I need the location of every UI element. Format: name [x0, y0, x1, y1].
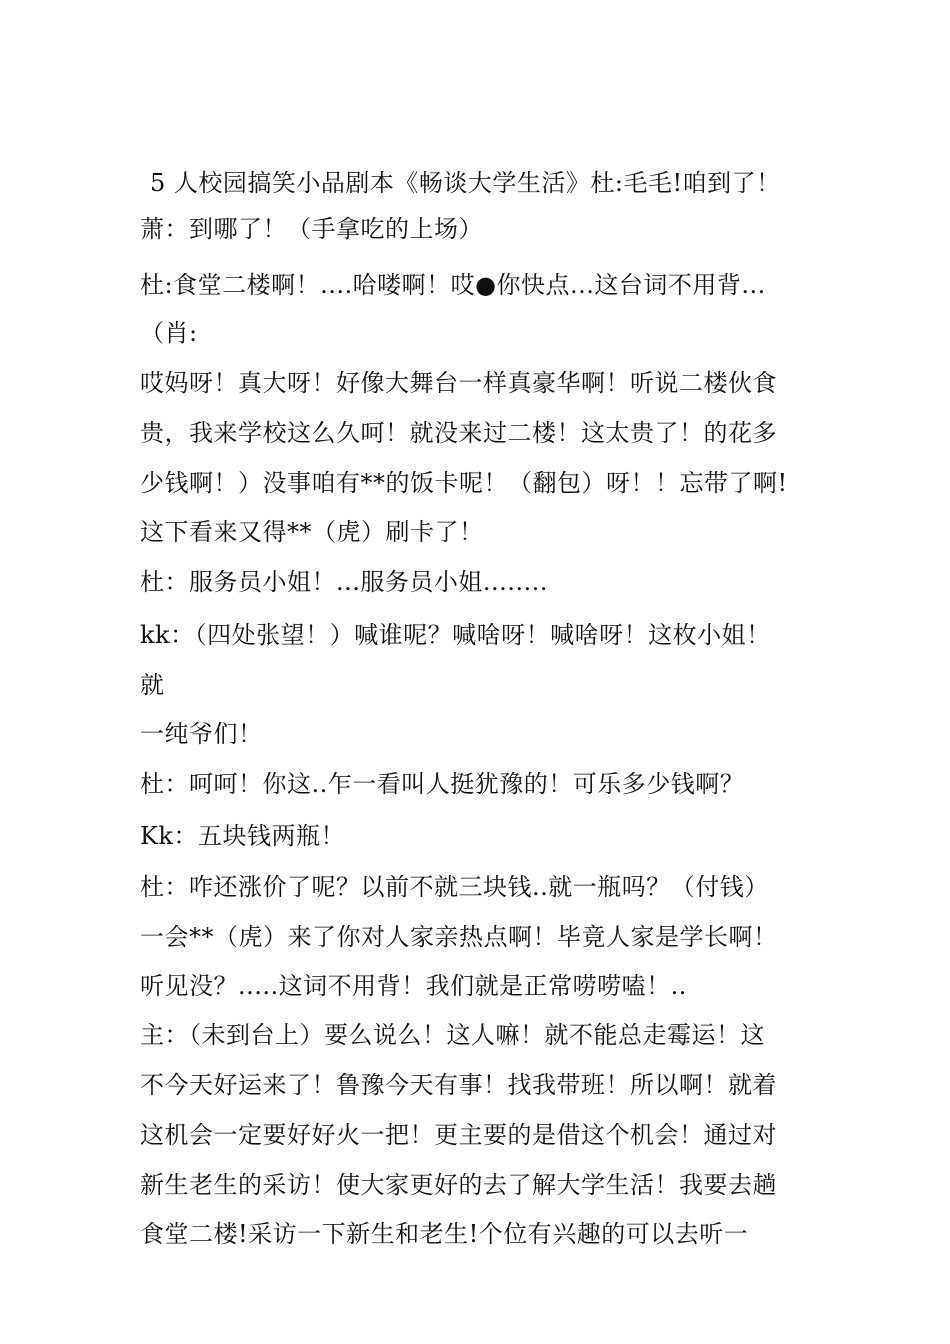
text-line-16: 一会**（虎）来了你对人家亲热点啊！毕竟人家是学长啊！ [140, 923, 778, 951]
text-line-5: 哎妈呀！真大呀！好像大舞台一样真豪华啊！听说二楼伙食 [140, 369, 777, 397]
text-line-17: 听见没？.....这词不用背！我们就是正常唠唠嗑！.. [140, 972, 687, 1000]
text-line-3: 杜:食堂二楼啊！....哈喽啊！哎●你快点...这台词不用背... [140, 271, 766, 299]
text-line-9: 杜：服务员小姐！...服务员小姐........ [140, 568, 548, 596]
text-line-14: Kk：五块钱两瓶！ [140, 822, 345, 850]
text-line-15: 杜：咋还涨价了呢？以前不就三块钱..就一瓶吗？（付钱） [140, 873, 769, 901]
text-line-11: 就 [140, 671, 165, 699]
text-line-19: 不今天好运来了！鲁豫今天有事！找我带班！所以啊！就着 [140, 1071, 777, 1099]
text-line-7: 少钱啊！）没事咱有**的饭卡呢！（翻包）呀！！忘带了啊! [140, 469, 788, 497]
text-line-4: （肖: [140, 319, 198, 347]
text-line-13: 杜：呵呵！你这..乍一看叫人挺犹豫的！可乐多少钱啊？ [140, 770, 745, 798]
text-line-2: 萧：到哪了！（手拿吃的上场） [140, 215, 483, 243]
text-line-6: 贵，我来学校这么久呵！就没来过二楼！这太贵了！的花多 [140, 419, 777, 447]
text-line-12: 一纯爷们！ [140, 720, 263, 748]
text-line-10: kk：（四处张望！）喊谁呢？喊啥呀！喊啥呀！这枚小姐！ [140, 621, 771, 649]
text-line-21: 新生老生的采访！使大家更好的去了解大学生活！我要去趟 [140, 1171, 777, 1199]
text-line-8: 这下看来又得**（虎）刷卡了！ [140, 518, 484, 546]
text-line-20: 这机会一定要好好火一把！更主要的是借这个机会！通过对 [140, 1121, 777, 1149]
text-line-1: 5 人校园搞笑小品剧本《畅谈大学生活》杜:毛毛!咱到了！ [150, 169, 781, 197]
text-line-18: 主：（未到台上）要么说么！这人嘛！就不能总走霉运！这 [140, 1021, 765, 1049]
text-line-22: 食堂二楼!采访一下新生和老生!个位有兴趣的可以去听一 [140, 1220, 749, 1248]
